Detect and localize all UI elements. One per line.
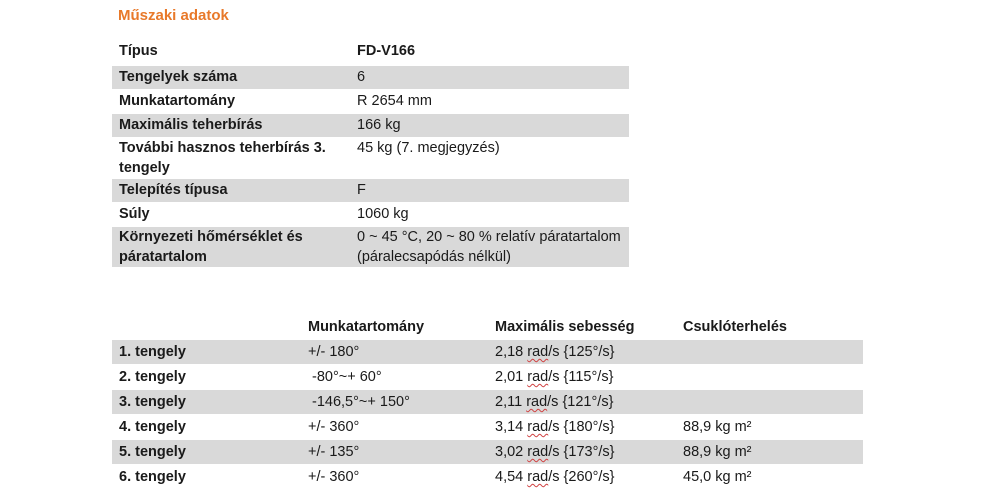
speed-rest: /s {173°/s} [548, 444, 615, 460]
axis-label: 3. tengely [112, 390, 301, 415]
speed-unit: rad [527, 444, 549, 460]
spec-label: Környezeti hőmérséklet és páratartalom [112, 227, 350, 268]
section-heading: Műszaki adatok [118, 7, 229, 24]
axis-load [676, 365, 863, 390]
speed-rest: /s {180°/s} [548, 419, 615, 435]
spec-row [112, 179, 629, 203]
axis-row [112, 465, 863, 490]
spec-label: Tengelyek száma [112, 66, 350, 90]
axis-range: +/- 360° [301, 415, 488, 440]
axis-load [676, 340, 863, 365]
axes-header-axis [112, 314, 301, 340]
spec-header-value: FD-V166 [350, 40, 629, 66]
axes-header-load: Csuklóterhelés [683, 319, 787, 335]
spec-row [112, 138, 629, 179]
speed-unit: rad [527, 419, 549, 435]
axes-header-speed: Maximális sebesség [495, 319, 635, 335]
spec-row [112, 66, 629, 90]
speed-rest: /s {121°/s} [547, 394, 614, 410]
axis-speed [488, 415, 676, 440]
axis-load [676, 390, 863, 415]
spec-value: 1060 kg [350, 203, 629, 227]
axis-speed [488, 340, 676, 365]
spec-value: F [350, 179, 629, 203]
spec-label: Munkatartomány [112, 90, 350, 114]
speed-unit: rad [527, 369, 549, 385]
axis-range: +/- 360° [301, 465, 488, 490]
spec-label: Maximális teherbírás [112, 114, 350, 138]
speed-unit: rad [526, 394, 548, 410]
spec-label: Súly [112, 203, 350, 227]
spec-row [112, 114, 629, 138]
spec-row [112, 203, 629, 227]
speed-number: 2,01 [495, 369, 524, 385]
speed-number: 2,11 [495, 394, 523, 410]
speed-unit: rad [527, 469, 549, 485]
spec-value: 6 [350, 66, 629, 90]
axis-row [112, 440, 863, 465]
spec-value: 166 kg [350, 114, 629, 138]
axis-range: +/- 135° [301, 440, 488, 465]
axis-range: +/- 180° [301, 340, 488, 365]
axis-range: -80°~+ 60° [301, 365, 488, 390]
speed-number: 3,02 [495, 444, 524, 460]
axis-label: 6. tengely [112, 465, 301, 490]
axis-range: -146,5°~+ 150° [301, 390, 488, 415]
axis-load: 88,9 kg m² [676, 415, 863, 440]
axis-load: 88,9 kg m² [676, 440, 863, 465]
speed-rest: /s {260°/s} [548, 469, 615, 485]
speed-number: 3,14 [495, 419, 524, 435]
spec-value: R 2654 mm [350, 90, 629, 114]
spec-label: Telepítés típusa [112, 179, 350, 203]
spec-header-row [112, 40, 629, 66]
axis-row [112, 365, 863, 390]
spec-value: 45 kg (7. megjegyzés) [350, 138, 629, 179]
axis-speed [488, 440, 676, 465]
axes-table [112, 314, 863, 490]
axis-row [112, 390, 863, 415]
axis-speed [488, 390, 676, 415]
speed-number: 2,18 [495, 344, 524, 360]
spec-row [112, 227, 629, 268]
axis-label: 4. tengely [112, 415, 301, 440]
spec-label: További hasznos teherbírás 3. tengely [112, 138, 350, 179]
axis-load: 45,0 kg m² [676, 465, 863, 490]
spec-value: 0 ~ 45 °C, 20 ~ 80 % relatív páratartalom (páralecsapódás nélkül) [350, 227, 629, 268]
speed-number: 4,54 [495, 469, 524, 485]
speed-rest: /s {125°/s} [548, 344, 615, 360]
axis-label: 5. tengely [112, 440, 301, 465]
axis-label: 2. tengely [112, 365, 301, 390]
spec-header-label: Típus [112, 40, 350, 66]
axis-row [112, 415, 863, 440]
spec-table [112, 40, 629, 268]
axis-row [112, 340, 863, 365]
axes-header-row [112, 314, 863, 340]
speed-rest: /s {115°/s} [548, 369, 614, 385]
axis-label: 1. tengely [112, 340, 301, 365]
spec-row [112, 90, 629, 114]
axes-header-range: Munkatartomány [308, 319, 425, 335]
axis-speed [488, 465, 676, 490]
speed-unit: rad [527, 344, 549, 360]
axis-speed [488, 365, 676, 390]
